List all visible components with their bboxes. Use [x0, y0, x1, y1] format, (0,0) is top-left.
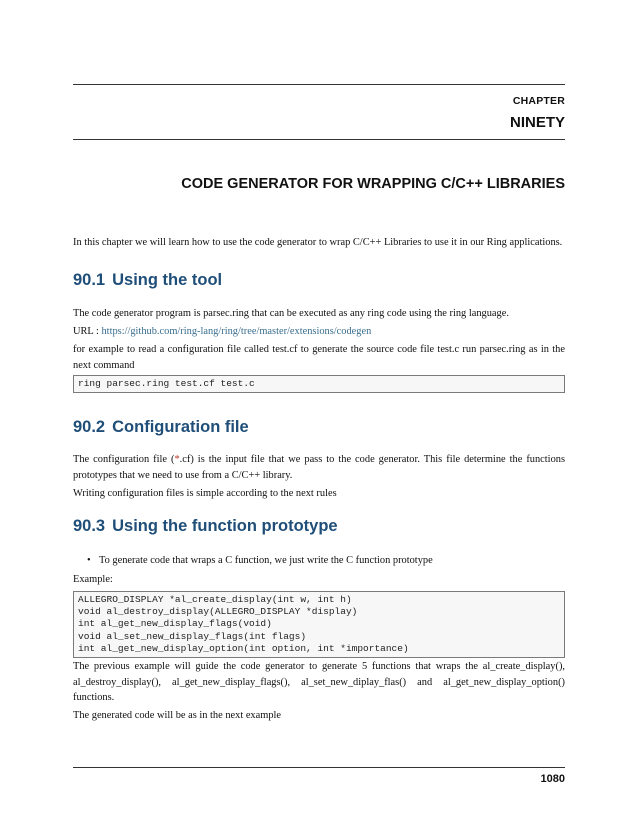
section-heading-using-the-function-prototype — [73, 517, 338, 536]
paragraph: The generated code will be as in the next example — [73, 710, 282, 721]
intro-paragraph: In this chapter we will learn how to use the code generator to wrap C/C++ Libraries to use it in our Ring applications. — [73, 237, 563, 248]
codegen-url-link[interactable]: https://github.com/ring-lang/ring/tree/master/extensions/codegen — [101, 326, 372, 337]
paragraph: for example to read a configuration file called test.cf to generate the source code file test.c run parsec.ring as in the next command — [73, 344, 565, 371]
footer-rule — [73, 767, 565, 768]
chapter-label: CHAPTER — [512, 95, 565, 107]
chapter-rule — [73, 139, 565, 140]
section-heading-configuration-file — [73, 418, 249, 437]
section-title: Using the function prototype — [112, 517, 338, 535]
top-rule — [73, 84, 565, 85]
url-line — [73, 324, 565, 340]
url-label: URL : — [73, 326, 102, 337]
code-block: ring parsec.ring test.cf test.c — [73, 375, 565, 393]
text-run: .cf) is the input file that we pass to the code generator. This file determine the functions prototypes that we need to use from a C/C++ library. — [73, 454, 566, 481]
bullet-dot-icon: • — [87, 555, 91, 566]
section-title: Using the tool — [112, 271, 223, 289]
asterisk-marker: * — [174, 454, 180, 465]
text-run: The configuration file ( — [73, 454, 175, 465]
chapter-number: NINETY — [509, 114, 565, 131]
paragraph: Writing configuration files is simple according to the next rules — [73, 488, 337, 499]
page-number: 1080 — [540, 773, 565, 785]
section-number: 90.3 — [73, 517, 106, 535]
code-block: ALLEGRO_DISPLAY *al_create_display(int w, int h) void al_destroy_display(ALLEGRO_DISPLAY *display) int al_get_new_display_flags(void) void al_set_new_display_flags(int flags) int al_get_new_display_option(int option, int *importance) — [73, 591, 565, 658]
paragraph: The code generator program is parsec.ring that can be executed as any ring code using the ring language. — [73, 308, 509, 319]
section-title: Configuration file — [112, 418, 249, 436]
chapter-title: CODE GENERATOR FOR WRAPPING C/C++ LIBRARIES — [181, 176, 565, 192]
section-number: 90.1 — [73, 271, 106, 289]
section-heading-using-the-tool — [73, 271, 222, 290]
bullet-text: To generate code that wraps a C function, we just write the C function prototype — [99, 555, 433, 566]
bullet-item — [87, 553, 565, 569]
example-label: Example: — [73, 574, 113, 585]
paragraph — [73, 452, 565, 483]
section-number: 90.2 — [73, 418, 106, 436]
paragraph: The previous example will guide the code generator to generate 5 functions that wraps the al_create_display(), al_destroy_display(), al_get_new_display_flags(), al_set_new_diplay_flas() and al_get_new_display_option() functions. — [73, 661, 565, 703]
